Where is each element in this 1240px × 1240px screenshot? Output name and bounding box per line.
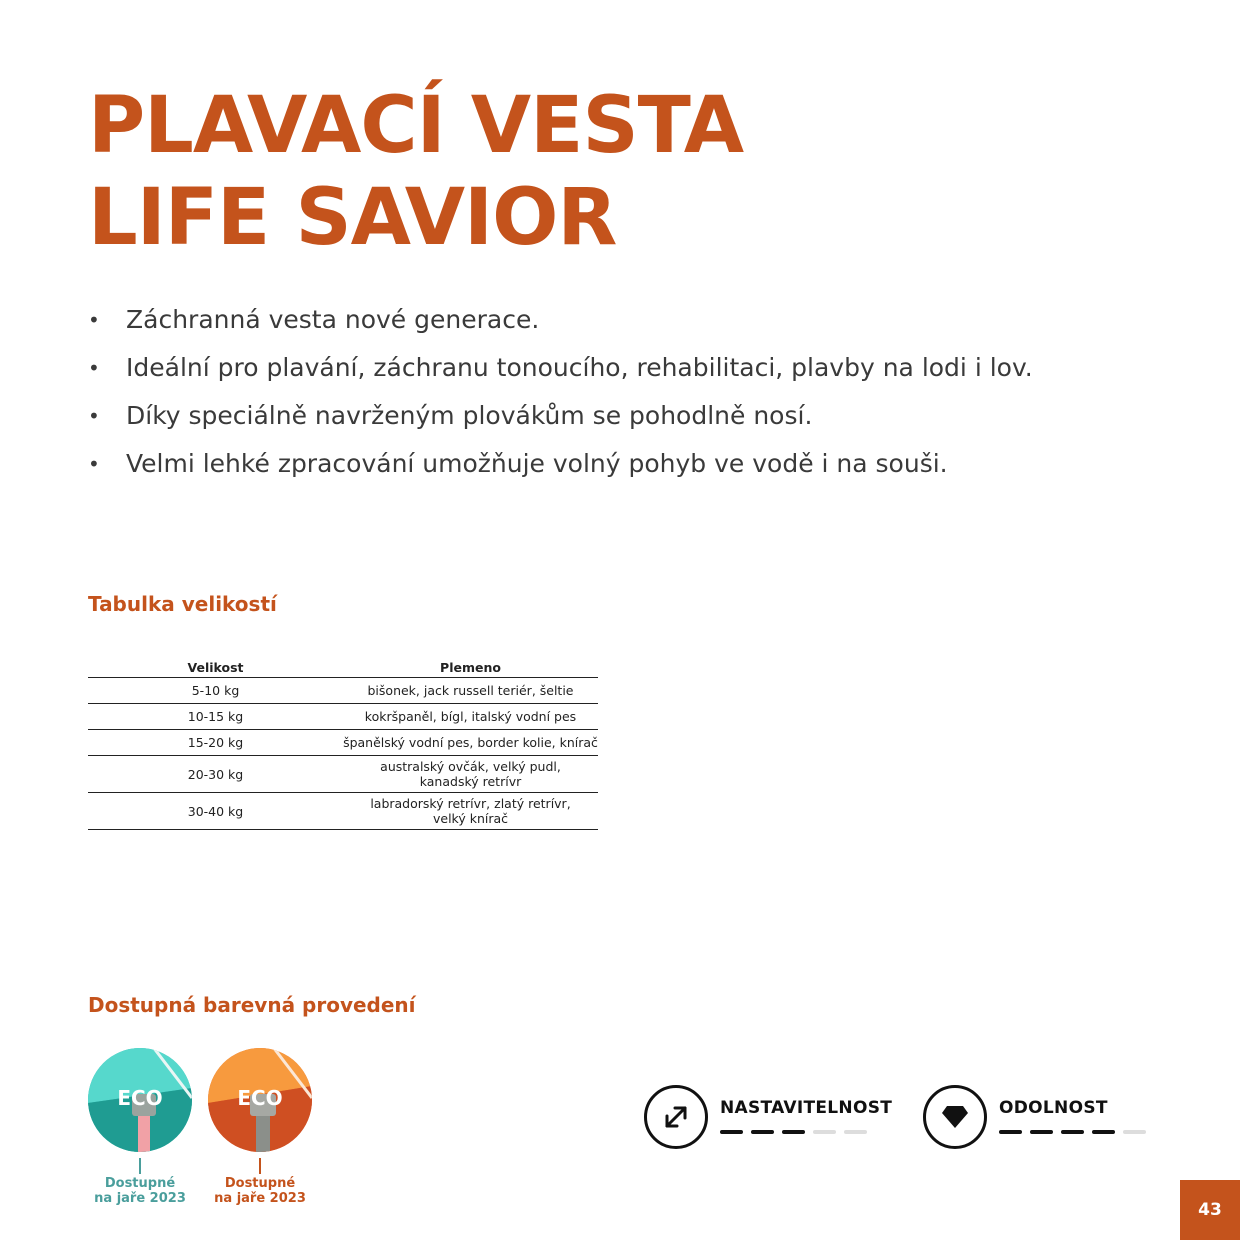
color-variants-heading: Dostupná barevná provedení [88,993,416,1017]
table-row [88,704,598,730]
bullet-item: • Ideální pro plavání, záchranu tonoucího, rehabilitaci, plavby na lodi i lov. [88,344,1188,392]
rating-segment [1123,1130,1146,1134]
breed-line: labradorský retrívr, zlatý retrívr, [370,796,571,811]
breed-cell: kokršpaněl, bígl, italský vodní pes [343,704,598,730]
breed-cell: bišonek, jack russell teriér, šeltie [343,678,598,704]
bullet-dot-icon: • [88,308,100,332]
size-cell: 30-40 kg [88,793,343,830]
rating-segment [999,1130,1022,1134]
rating-segment [751,1130,774,1134]
rating-segment [720,1130,743,1134]
rating-segment [1092,1130,1115,1134]
swatch-indicator-tick [259,1158,261,1174]
eco-badge: ECO [117,1086,163,1110]
breed-line: kanadský retrívr [419,774,522,789]
rating-segment [1061,1130,1084,1134]
swatch-indicator-tick [139,1158,141,1174]
color-swatch-orange[interactable] [208,1048,312,1152]
size-cell: 15-20 kg [88,730,343,756]
table-row [88,793,598,830]
rating-adjustability [720,1130,867,1134]
resize-arrows-icon [644,1085,708,1149]
availability-note: Dostupné na jaře 2023 [94,1176,186,1206]
table-header-row [88,656,598,678]
size-cell: 10-15 kg [88,704,343,730]
feature-bullet-list [88,296,1188,488]
product-title-line2: LIFE SAVIOR [88,173,617,263]
rating-segment [813,1130,836,1134]
breed-line: australský ovčák, velký pudl, [380,759,561,774]
breed-line: velký knírač [432,811,509,826]
column-header-size: Velikost [88,656,343,678]
page-number: 43 [1180,1180,1240,1240]
rating-segment [844,1130,867,1134]
table-row [88,678,598,704]
rating-segment [1030,1130,1053,1134]
size-table-heading: Tabulka velikostí [88,592,277,616]
product-title [88,80,743,264]
feature-label-durability: ODOLNOST [999,1098,1108,1118]
color-swatch-teal[interactable] [88,1048,192,1152]
breed-cell: španělský vodní pes, border kolie, knírač [343,730,598,756]
column-header-breed: Plemeno [343,656,598,678]
bullet-item: • Velmi lehké zpracování umožňuje volný pohyb ve vodě i na souši. [88,440,1188,488]
bullet-item: • Díky speciálně navrženým plovákům se pohodlně nosí. [88,392,1188,440]
product-title-line1: PLAVACÍ VESTA [88,81,744,171]
rating-segment [782,1130,805,1134]
eco-badge: ECO [237,1086,283,1110]
size-cell: 5-10 kg [88,678,343,704]
size-cell: 20-30 kg [88,756,343,793]
diamond-icon [923,1085,987,1149]
bullet-dot-icon: • [88,452,100,476]
rating-durability [999,1130,1146,1134]
breed-cell [343,793,598,830]
bullet-dot-icon: • [88,356,100,380]
table-row [88,756,598,793]
bullet-dot-icon: • [88,404,100,428]
feature-label-adjustability: NASTAVITELNOST [720,1098,893,1118]
table-row [88,730,598,756]
availability-note: Dostupné na jaře 2023 [214,1176,306,1206]
bullet-item: • Záchranná vesta nové generace. [88,296,1188,344]
breed-cell [343,756,598,793]
size-table [88,656,598,830]
